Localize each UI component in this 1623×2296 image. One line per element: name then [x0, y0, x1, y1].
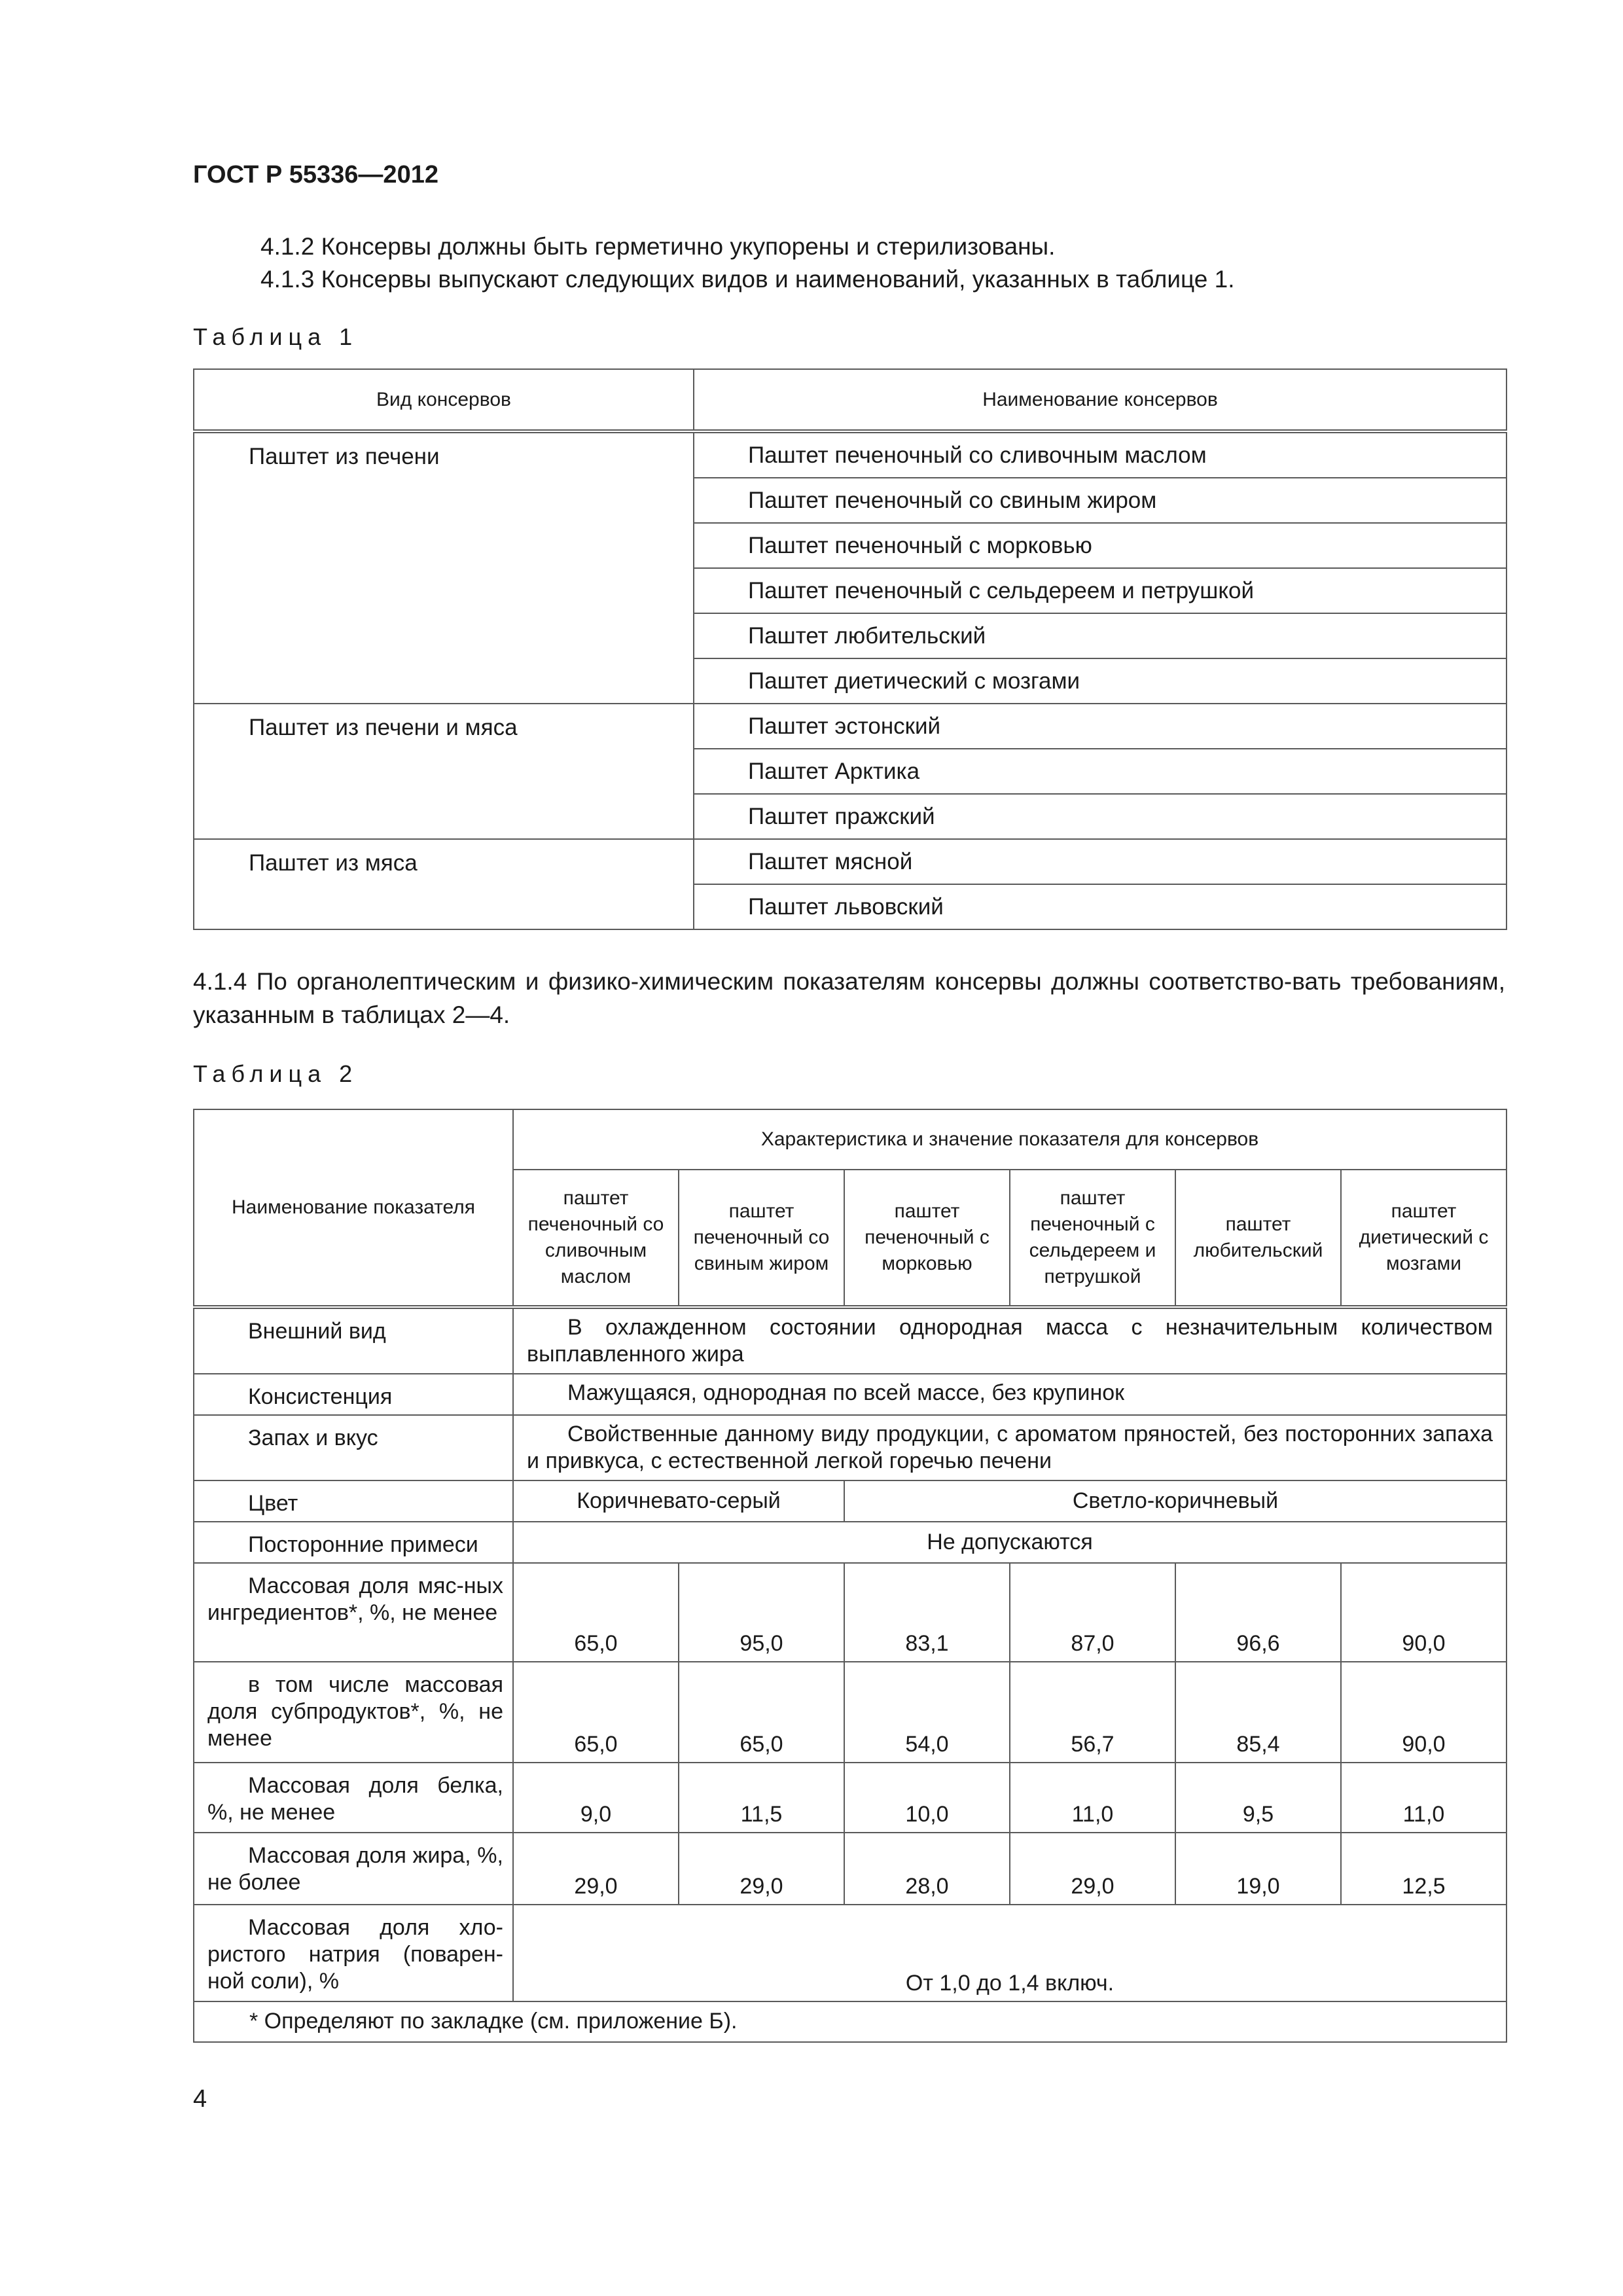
table-2-value-cell: 28,0: [844, 1833, 1010, 1905]
table-2-value-cell: 83,1: [844, 1563, 1010, 1662]
table-2-footnote: * Определяют по закладке (см. приложение Б).: [194, 2001, 1507, 2042]
table-2-value-cell: 90,0: [1341, 1662, 1507, 1763]
table-1-caption: Таблица 1: [193, 323, 359, 350]
table-2-value-cell: 12,5: [1341, 1833, 1507, 1905]
paragraph-4-1-4: 4.1.4 По органолептическим и физико-химическим показателям консервы должны соответство-вать требованиям, указанным в таблицах 2—4.: [193, 968, 1505, 1028]
table-1-name-cell: Паштет львовский: [694, 884, 1507, 929]
table-2-row-label: в том числе массовая доля субпродуктов*, %, не менее: [194, 1662, 513, 1763]
table-2-value-cell: 90,0: [1341, 1563, 1507, 1662]
page-number: 4: [193, 2085, 207, 2113]
table-2-column-header: паштет любительский: [1175, 1170, 1341, 1307]
table-1-kind-cell: Паштет из печени и мяса: [194, 704, 694, 839]
table-2-row-value: В охлажденном состоянии однородная масса с незначительным количеством выплавленного жира: [513, 1307, 1507, 1374]
table-2-value-cell: 19,0: [1175, 1833, 1341, 1905]
table-1: [193, 368, 1507, 930]
table-2-value-cell: 65,0: [513, 1662, 679, 1763]
table-2-value-cell: 9,0: [513, 1763, 679, 1833]
table-2-row-value: Мажущаяся, однородная по всей массе, без крупинок: [513, 1374, 1507, 1415]
table-2-row-value: От 1,0 до 1,4 включ.: [513, 1905, 1507, 2001]
table-2-row-value: Не допускаются: [513, 1522, 1507, 1563]
table-2-value-cell: 11,0: [1010, 1763, 1175, 1833]
table-2-row-label: Массовая доля жира, %, не более: [194, 1833, 513, 1905]
table-2-header-indicator: Наименование показателя: [194, 1109, 513, 1307]
table-2-row-value: Свойственные данному виду продукции, с ароматом пряностей, без посторонних запаха и привкуса, с естественной легкой горечью печени: [513, 1415, 1507, 1480]
table-2-value-cell: 29,0: [679, 1833, 844, 1905]
table-1-kind-cell: Паштет из печени: [194, 431, 694, 704]
table-2-color-left: Коричневато-серый: [513, 1480, 844, 1522]
paragraph-4-1-3: 4.1.3 Консервы выпускают следующих видов и наименований, указанных в таблице 1.: [260, 266, 1235, 293]
table-1-kind-cell: Паштет из мяса: [194, 839, 694, 929]
table-2-value-cell: 56,7: [1010, 1662, 1175, 1763]
table-1-name-cell: Паштет любительский: [694, 613, 1507, 658]
table-2-value-cell: 29,0: [1010, 1833, 1175, 1905]
table-2-value-cell: 85,4: [1175, 1662, 1341, 1763]
table-2-value-cell: 95,0: [679, 1563, 844, 1662]
table-2-column-header: паштет печеночный со сливочным маслом: [513, 1170, 679, 1307]
table-2-row-label: Запах и вкус: [194, 1415, 513, 1480]
table-2-column-header: паштет печеночный с сельдереем и петрушкой: [1010, 1170, 1175, 1307]
table-1-name-cell: Паштет печеночный с морковью: [694, 523, 1507, 568]
table-1-name-cell: Паштет пражский: [694, 794, 1507, 839]
table-2-row-label: Внешний вид: [194, 1307, 513, 1374]
table-2-color-right: Светло-коричневый: [844, 1480, 1507, 1522]
table-2-column-header: паштет печеночный со свиным жиром: [679, 1170, 844, 1307]
table-1-name-cell: Паштет печеночный с сельдереем и петрушкой: [694, 568, 1507, 613]
table-2-value-cell: 9,5: [1175, 1763, 1341, 1833]
table-2: [193, 1109, 1507, 2043]
table-1-name-cell: Паштет Арктика: [694, 749, 1507, 794]
table-2-column-header: паштет печеночный с морковью: [844, 1170, 1010, 1307]
table-1-name-cell: Паштет мясной: [694, 839, 1507, 884]
table-2-value-cell: 54,0: [844, 1662, 1010, 1763]
table-2-caption: Таблица 2: [193, 1060, 359, 1087]
table-2-value-cell: 65,0: [513, 1563, 679, 1662]
table-2-row-label: Массовая доля белка, %, не менее: [194, 1763, 513, 1833]
table-1-name-cell: Паштет печеночный со сливочным маслом: [694, 431, 1507, 478]
table-2-row-label: Массовая доля хло-ристого натрия (поварен-ной соли), %: [194, 1905, 513, 2001]
table-2-header-group: Характеристика и значение показателя для консервов: [513, 1109, 1507, 1170]
table-2-value-cell: 87,0: [1010, 1563, 1175, 1662]
table-1-name-cell: Паштет печеночный со свиным жиром: [694, 478, 1507, 523]
paragraph-4-1-2: 4.1.2 Консервы должны быть герметично укупорены и стерилизованы.: [260, 233, 1056, 260]
table-2-value-cell: 11,5: [679, 1763, 844, 1833]
table-2-value-cell: 10,0: [844, 1763, 1010, 1833]
table-2-row-label: Цвет: [194, 1480, 513, 1522]
table-2-value-cell: 11,0: [1341, 1763, 1507, 1833]
table-1-header-name: Наименование консервов: [694, 369, 1507, 431]
table-1-header-kind: Вид консервов: [194, 369, 694, 431]
table-1-name-cell: Паштет эстонский: [694, 704, 1507, 749]
table-2-column-header: паштет диетический с мозгами: [1341, 1170, 1507, 1307]
table-1-name-cell: Паштет диетический с мозгами: [694, 658, 1507, 704]
table-2-row-label: Массовая доля мяс-ных ингредиентов*, %, не менее: [194, 1563, 513, 1662]
table-2-row-label: Консистенция: [194, 1374, 513, 1415]
table-2-value-cell: 96,6: [1175, 1563, 1341, 1662]
table-2-row-label: Посторонние примеси: [194, 1522, 513, 1563]
document-header: ГОСТ Р 55336—2012: [193, 161, 438, 188]
table-2-value-cell: 65,0: [679, 1662, 844, 1763]
table-2-value-cell: 29,0: [513, 1833, 679, 1905]
